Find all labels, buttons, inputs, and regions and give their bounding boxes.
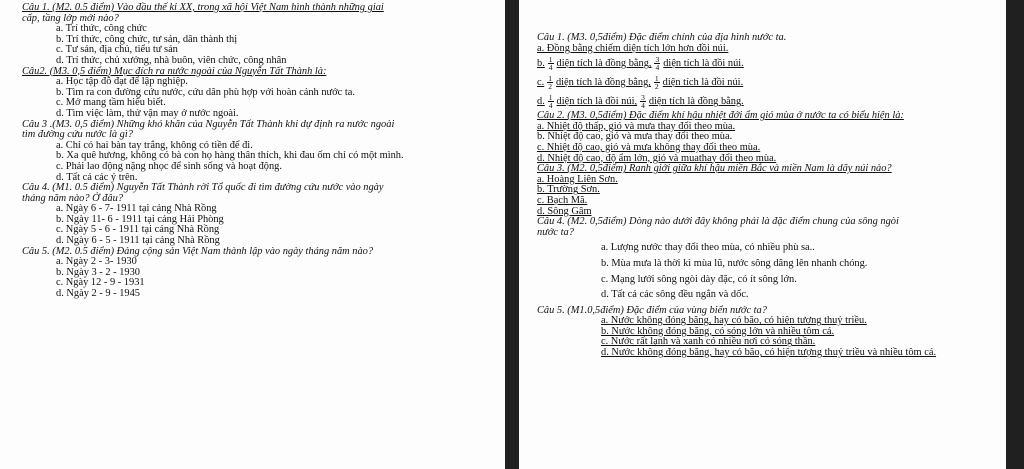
denominator: 2 xyxy=(548,82,552,92)
question-3-tail: tìm đường cứu nước là gì? xyxy=(22,129,133,141)
q3-option-b: b. Xa quê hương, không có bà con họ hàng thân thích, khi đau ốm chỉ có một mình. xyxy=(56,150,404,162)
geo-q4-option-c: c. Mạng lưới sông ngòi dày đặc, có ít sông lớn. xyxy=(601,273,797,285)
geo-question-4 xyxy=(537,217,996,238)
geo-q2-option-c: c. Nhiệt độ cao, gió và mưa không thay đổi theo mùa. xyxy=(537,141,761,153)
numerator: 1 xyxy=(548,55,553,65)
question-4 xyxy=(22,183,499,204)
option-text: diện tích là đồi núi. xyxy=(663,58,744,70)
question-1 xyxy=(22,3,499,24)
geo-q1-option-b xyxy=(537,54,996,73)
geo-question-5-heading: Câu 5. (M1.0,5điểm) Đặc điểm của vùng biển nước ta? xyxy=(537,304,767,316)
option-text: diện tích là đồng bằng, xyxy=(555,77,651,89)
q2-option-b: b. Tìm ra con đường cứu nước, cứu dân phù hợp với hoàn cảnh nước ta. xyxy=(56,86,355,98)
fraction xyxy=(640,94,646,109)
q2-option-a: a. Học tập đỗ đạt để lập nghiệp. xyxy=(56,76,188,88)
geo-question-1-heading: Câu 1. (M3. 0,5điểm) Đặc điểm chính của địa hình nước ta. xyxy=(537,32,787,43)
q4-option-c: c. Ngày 5 - 6 - 1911 tại cảng Nhà Rồng xyxy=(56,224,220,236)
question-1-heading: Câu 1. (M2. 0.5 điểm) Vào đầu thế kỉ XX, trong xã hội Việt Nam hình thành những giai xyxy=(22,2,384,13)
question-4-tail: tháng năm nào? Ở đâu? xyxy=(22,192,124,204)
question-3-heading: Câu 3 .(M3. 0,5 điểm) Những khó khăn của Nguyễn Tất Thành khi dự định ra nước ngoài xyxy=(22,118,395,130)
numerator: 3 xyxy=(655,55,660,65)
right-page xyxy=(519,0,1006,469)
fraction xyxy=(654,75,660,90)
geo-q2-option-b: b. Nhiệt độ cao, gió và mưa thay đổi theo mùa. xyxy=(537,131,733,143)
denominator: 4 xyxy=(548,101,553,111)
geo-q3-option-a: a. Hoàng Liên Sơn. xyxy=(537,173,618,185)
q4-option-a: a. Ngày 6 - 7- 1911 tại cảng Nhà Rồng xyxy=(56,203,217,215)
geo-q5-option-a: a. Nước không đóng băng, hay có bão, có hiện tượng thuỷ triều. xyxy=(601,315,867,327)
geo-q5-option-c: c. Nước rất lạnh và xanh có nhiều nơi có sóng thần. xyxy=(601,336,816,348)
geo-question-3-heading: Câu 3. (M2. 0,5điểm) Ranh giới giữa khí hậu miền Bắc và miền Nam là dãy núi nào? xyxy=(537,163,892,175)
fraction xyxy=(548,56,554,71)
geo-q3-option-c: c. Bạch Mã. xyxy=(537,194,588,206)
denominator: 4 xyxy=(548,63,553,73)
question-4-heading: Câu 4. (M1. 0.5 điểm) Nguyễn Tất Thành rời Tổ quốc đi tìm đường cứu nước vào ngày xyxy=(22,182,384,194)
numerator: 1 xyxy=(654,74,659,84)
geo-q3-option-b: b. Trường Sơn. xyxy=(537,184,600,196)
denominator: 4 xyxy=(641,101,645,111)
option-letter: c. xyxy=(537,77,545,89)
geo-q4-option-b: b. Mùa mưa là thời kì mùa lũ, nước sông dâng lên nhanh chóng. xyxy=(601,257,868,269)
option-text: diện tích là đồng bằng, xyxy=(556,58,652,70)
geo-question-1 xyxy=(537,33,996,44)
q1-option-d: d. Trí thức, chủ xưởng, nhà buôn, viên chức, công nhân xyxy=(56,54,287,66)
geo-q1-option-c xyxy=(537,73,996,92)
option-text: diện tích là đồng bằng. xyxy=(648,96,744,108)
geo-q2-option-d: d. Nhiệt độ cao, độ ẩm lớn, gió và muathay đổi theo mùa. xyxy=(537,152,777,164)
q1-option-c: c. Tư sản, địa chủ, tiểu tư sản xyxy=(56,44,178,56)
question-1-tail: cấp, tầng lớp mới nào? xyxy=(22,12,119,24)
q3-option-d: d. Tất cả các ý trên. xyxy=(56,171,138,183)
q3-option-c: c. Phải lao động nặng nhọc để sinh sống và hoạt động. xyxy=(56,160,282,172)
geo-q5-option-d: d. Nước không đóng băng, hay có bão, có hiện tượng thuỷ triều và nhiều tôm cá. xyxy=(601,347,937,359)
question-3 xyxy=(22,120,499,141)
geo-q4-option-d: d. Tất cả các sông đều ngắn và dốc. xyxy=(601,289,749,301)
fraction xyxy=(654,56,660,71)
q5-option-c: c. Ngày 12 - 9 - 1931 xyxy=(56,277,145,289)
q5-option-d: d. Ngày 2 - 9 - 1945 xyxy=(56,288,140,300)
fraction xyxy=(547,75,553,90)
question-2-heading: Câu2. (M3. 0,5 điểm) Mục đích ra nước ngoài của Nguyễn Tất Thành là: xyxy=(22,65,327,77)
q4-option-b: b. Ngày 11- 6 - 1911 tại cảng Hải Phòng xyxy=(56,213,224,225)
numerator: 1 xyxy=(548,93,553,103)
geo-question-4-tail: nước ta? xyxy=(537,226,574,238)
left-page xyxy=(0,0,505,469)
option-letter: b. xyxy=(537,58,545,70)
question-5-heading: Câu 5. (M2. 0.5 điểm) Đảng cộng sản Việt Nam thành lập vào ngày tháng năm nào? xyxy=(22,245,374,257)
denominator: 2 xyxy=(654,82,659,92)
geo-question-4-heading: Câu 4. (M2. 0,5điểm) Dòng nào dưới đây không phải là đặc điểm chung của sông ngòi xyxy=(537,216,899,228)
option-text: diện tích là đồi núi, xyxy=(556,96,638,108)
fraction xyxy=(548,94,554,109)
q1-option-a: a. Trí thức, công chức xyxy=(56,23,147,35)
geo-q1-option-d xyxy=(537,92,996,111)
q4-option-d: d. Ngày 6 - 5 - 1911 tại cảng Nhà Rồng xyxy=(56,235,220,247)
q3-option-a: a. Chỉ có hai bàn tay trắng, không có tiền để đi. xyxy=(56,139,253,151)
geo-q1-option-a: a. Đồng bằng chiếm diện tích lớn hơn đồi núi. xyxy=(537,42,729,54)
numerator: 3 xyxy=(641,93,645,103)
geo-q3-option-d: d. Sông Gâm xyxy=(537,205,592,217)
option-text: diện tích là đồi núi. xyxy=(662,77,744,89)
numerator: 1 xyxy=(548,74,552,84)
q1-option-b: b. Trí thức, công chức, tư sản, dân thành thị xyxy=(56,33,238,45)
geo-q5-option-b: b. Nước không đóng băng, có sóng lớn và nhiều tôm cá. xyxy=(601,325,835,337)
geo-question-2-heading: Câu 2. (M3. 0,5điểm) Đặc điểm khí hậu nhiệt đới ẩm gió mùa ở nước ta có biểu hiện là: xyxy=(537,110,904,122)
q5-option-a: a. Ngày 2 - 3- 1930 xyxy=(56,256,137,268)
option-letter: d. xyxy=(537,96,545,108)
geo-q2-option-a: a. Nhiệt độ thấp, gió và mưa thay đổi theo mùa. xyxy=(537,120,736,132)
q5-option-b: b. Ngày 3 - 2 - 1930 xyxy=(56,266,140,278)
denominator: 4 xyxy=(655,63,660,73)
q2-option-c: c. Mở mang tầm hiểu biết. xyxy=(56,97,166,109)
geo-q4-option-a: a. Lượng nước thay đổi theo mùa, có nhiều phù sa.. xyxy=(601,242,815,254)
q2-option-d: d. Tìm việc làm, thử vận may ở nước ngoài. xyxy=(56,107,239,119)
